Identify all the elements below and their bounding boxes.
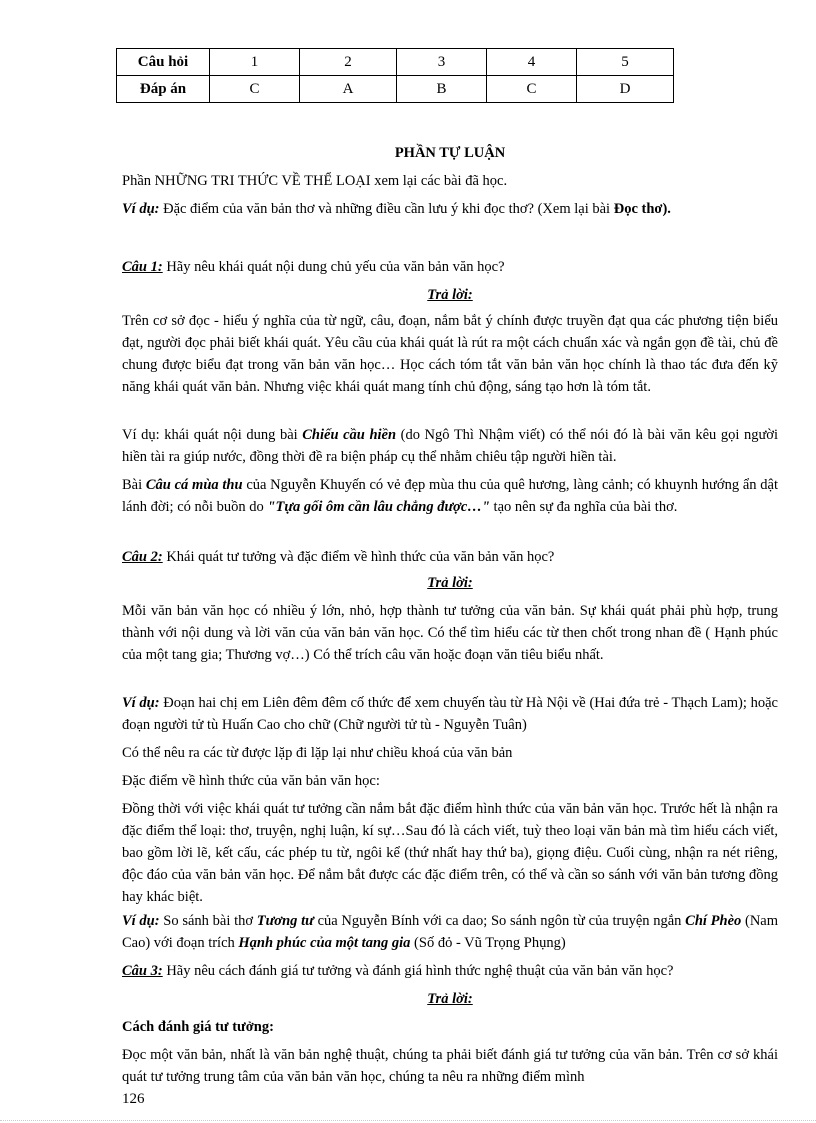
paragraph <box>122 474 778 518</box>
text: Đoạn hai chị em Liên đêm đêm cố thức để xem chuyến tàu từ Hà Nội về (Hai đứa trẻ - Thạch Lam); hoặc đoạn người tử tù Huấn Cao cho chữ (Chữ người tử tù - Nguyễn Tuân) <box>122 695 778 733</box>
work-title: Chiếu cầu hiền <box>302 427 397 443</box>
text: (Nam Cao) với đoạn trích <box>122 913 779 951</box>
question-text: Khái quát tư tưởng và đặc điểm về hình thức của văn bản văn học? <box>162 549 555 565</box>
page-bottom-divider <box>0 1120 816 1121</box>
table-header-answer: Đáp án <box>117 76 210 103</box>
paragraph <box>122 424 778 468</box>
table-row <box>117 76 674 103</box>
paragraph: Đồng thời với việc khái quát tư tưởng cần nắm bắt đặc điểm hình thức của văn bản văn học. Trước hết là nhận ra đặc điểm thể loại: thơ, truyện, nghị luận, kí sự…Sau đó là cách viết, tuỳ theo loại văn bản mà tìm hiểu cách viết, bao gồm lời lẽ, kết cấu, các phép tu từ, ngôi kể (thứ nhất hay thứ ba), giọng điệu. Cuối cùng, nhận ra nét riêng, độc đáo của văn bản văn học. Để nắm bắt được các đặc điểm trên, có thể và cần so sánh với văn bản tương đồng hay khác biệt. <box>122 801 778 905</box>
answer-label: Trả lời: <box>427 991 473 1007</box>
table-cell: 4 <box>487 49 577 76</box>
example-text: Đặc điểm của văn bản thơ và những điều cần lưu ý khi đọc thơ? (Xem lại bài <box>159 201 614 217</box>
table-cell: B <box>396 76 486 103</box>
table-cell: C <box>210 76 300 103</box>
paragraph: Đọc một văn bản, nhất là văn bản nghệ thuật, chúng ta phải biết đánh giá tư tưởng của văn bản. Trên cơ sở khái quát tư tưởng trung tâm của văn bản văn học, chúng ta nêu ra những điểm mình <box>122 1047 778 1085</box>
paragraph <box>122 910 778 954</box>
answer-heading <box>122 988 778 1010</box>
example-label: Ví dụ: <box>122 201 160 217</box>
answer-heading <box>122 572 778 594</box>
table-cell: A <box>300 76 397 103</box>
question-1 <box>122 256 778 278</box>
example-bold: Đọc thơ <box>613 201 663 217</box>
example-label: Ví dụ: <box>122 695 160 711</box>
table-header-question: Câu hỏi <box>117 49 210 76</box>
paragraph: Mỗi văn bản văn học có nhiều ý lớn, nhỏ, hợp thành tư tưởng của văn bản. Sự khái quát phải phù hợp, trung thành với nội dung và lời văn của văn bản văn học. Có thể tìm hiểu các từ then chốt trong nhan đề ( Hạnh phúc của một tang gia; Thương vợ…) Có thể trích câu văn hoặc đoạn văn tiêu biểu nhất. <box>122 603 778 663</box>
question-label: Câu 2: <box>122 549 163 565</box>
text: (do Ngô Thì Nhậm viết) có thể nói đó là bài văn kêu gọi người hiền tài ra giúp nước, đồng thời đề ra biện pháp cụ thể nhằm chiêu tập người hiền tài. <box>122 427 779 465</box>
question-3 <box>122 960 778 982</box>
paragraph: Có thể nêu ra các từ được lặp đi lặp lại như chiều khoá của văn bản <box>122 745 513 761</box>
text: của Nguyễn Khuyến có vẻ đẹp mùa thu của quê hương, làng cảnh; có khuynh hướng ẩn dật lánh đời; có nỗi buồn do <box>122 477 778 515</box>
page-number: 126 <box>122 1091 145 1107</box>
text: (Số đỏ - Vũ Trọng Phụng) <box>410 935 566 951</box>
example-end: ). <box>662 201 671 217</box>
work-title: Chí Phèo <box>685 913 742 929</box>
text: So sánh bài thơ <box>159 913 257 929</box>
paragraph <box>122 692 778 736</box>
quote: "Tựa gối ôm cần lâu chẳng được…" <box>267 499 490 515</box>
subheading: Cách đánh giá tư tưởng: <box>122 1019 274 1035</box>
table-cell: 5 <box>577 49 674 76</box>
answer-table <box>116 48 674 103</box>
text: của Nguyễn Bính với ca dao; So sánh ngôn từ của truyện ngắn <box>313 913 686 929</box>
section-title: PHẦN TỰ LUẬN <box>394 145 506 161</box>
table-cell: 3 <box>396 49 486 76</box>
work-title: Câu cá mùa thu <box>145 477 243 493</box>
table-cell: C <box>487 76 577 103</box>
table-row <box>117 49 674 76</box>
text: Ví dụ: khái quát nội dung bài <box>122 427 303 443</box>
work-title: Hạnh phúc của một tang gia <box>238 935 411 951</box>
paragraph: Trên cơ sở đọc - hiểu ý nghĩa của từ ngữ, câu, đoạn, nắm bắt ý chính được truyền đạt qua các phương tiện biểu đạt, người đọc phải biết khái quát. Yêu cầu của khái quát là rút ra một cách chuẩn xác và ngắn gọn đề tài, chủ đề chung được biểu đạt trong văn bản văn học… Học cách tóm tắt văn bản văn học chính là thao tác đưa đến kỹ năng khái quát văn bản. Nhưng việc khái quát mang tính chủ động, sáng tạo hơn là tóm tắt. <box>122 313 778 395</box>
question-2 <box>122 546 778 568</box>
table-cell: 2 <box>300 49 397 76</box>
example-label: Ví dụ: <box>122 913 160 929</box>
text: Bài <box>122 477 146 493</box>
question-text: Hãy nêu cách đánh giá tư tưởng và đánh giá hình thức nghệ thuật của văn bản văn học? <box>162 963 674 979</box>
table-cell: D <box>577 76 674 103</box>
question-label: Câu 3: <box>122 963 163 979</box>
paragraph: Đặc điểm về hình thức của văn bản văn học: <box>122 773 380 789</box>
answer-label: Trả lời: <box>427 287 473 303</box>
question-label: Câu 1: <box>122 259 163 275</box>
answer-label: Trả lời: <box>427 575 473 591</box>
work-title: Tương tư <box>256 913 314 929</box>
text: tạo nên sự đa nghĩa của bài thơ. <box>489 499 678 515</box>
intro-text: Phần NHỮNG TRI THỨC VỀ THỂ LOẠI xem lại các bài đã học. <box>122 173 508 189</box>
question-text: Hãy nêu khái quát nội dung chủ yếu của văn bản văn học? <box>162 259 505 275</box>
example-paragraph <box>122 198 778 220</box>
table-cell: 1 <box>210 49 300 76</box>
answer-heading <box>122 284 778 306</box>
